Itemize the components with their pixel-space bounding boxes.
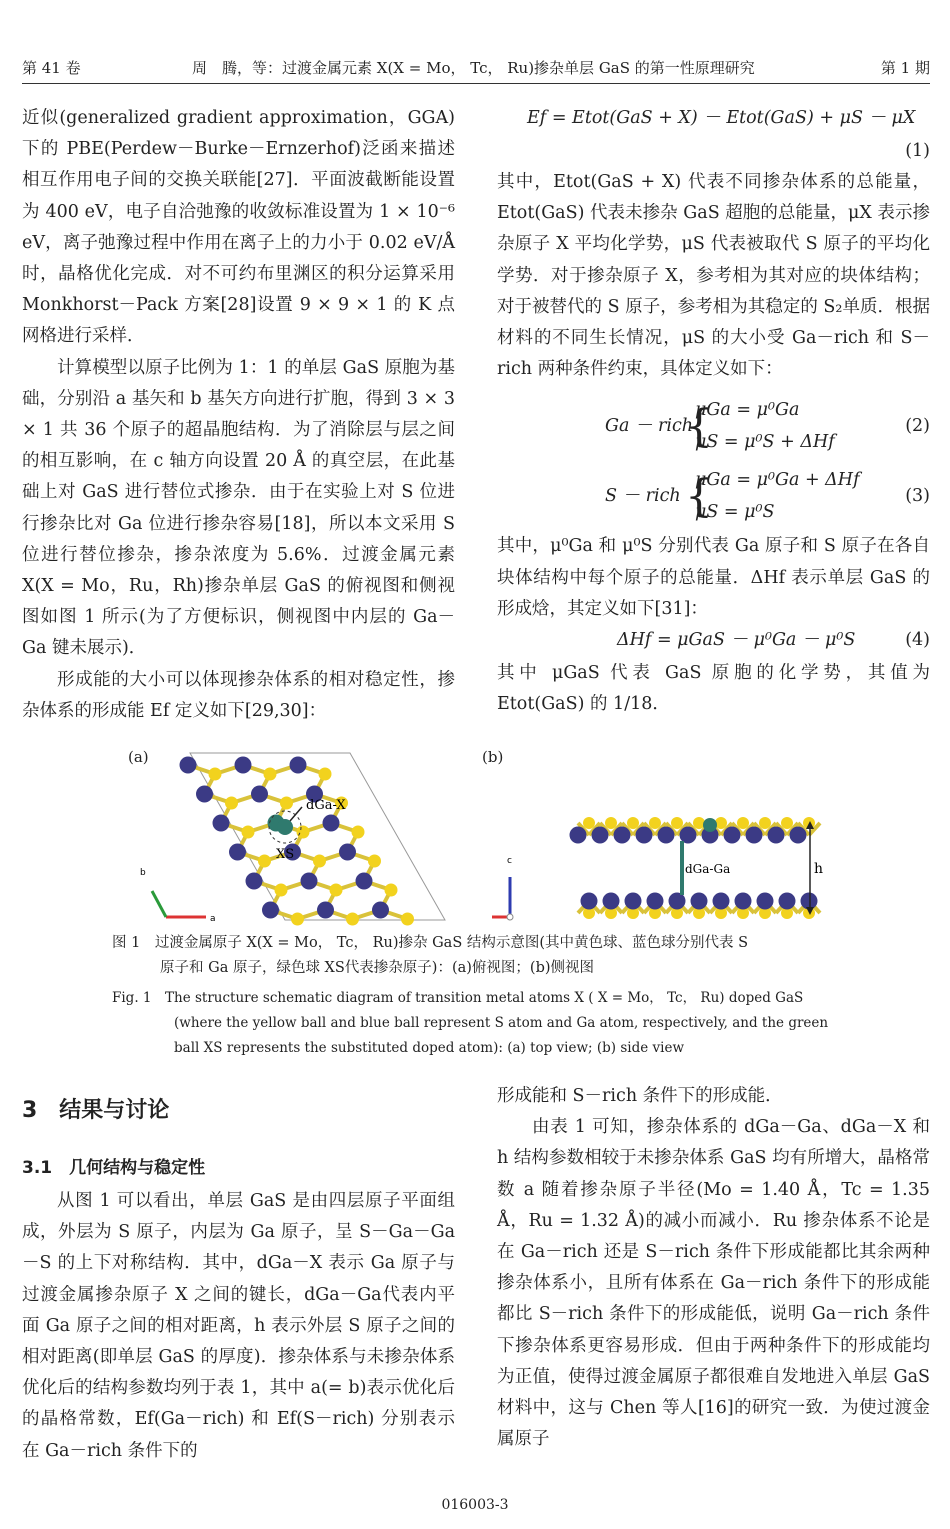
paragraph: 近似(generalized gradient approximation，GGA)下的 PBE(Perdew－Burke－Ernzerhof)泛函来描述相互作用电子间的交换关联能[27]．平面波截断能设置为 400 eV，电子自洽弛豫的收敛标准设置为 1 × 10⁻⁶ eV，离子弛豫过程中作用在离子上的力小于 0.02 eV/Å 时，晶格优化完成．对不可约布里渊区的积分运算采用 Monkhorst－Pack 方案[28]设置 9 × 9 × 1 的 K 点网格进行采样． — [22, 108, 455, 347]
h-label: h — [814, 861, 824, 877]
ga-atom — [790, 827, 807, 844]
ga-atom — [779, 893, 796, 910]
ga-atom — [735, 893, 752, 910]
caption-line: 图 1 过渡金属原子 X(X = Mo， Tc， Ru)掺杂 GaS 结构示意图(其中黄色球、蓝色球分别代表 S — [112, 935, 749, 951]
ga-atom — [235, 757, 252, 774]
s-atom — [759, 817, 771, 829]
ga-atom — [658, 827, 675, 844]
paragraph: 由表 1 可知，掺杂体系的 dGa－Ga、dGa－X 和 h 结构参数相较于未掺杂体系 GaS 均有所增大，晶格常数 a 随着掺杂原子半径(Mo = 1.40 Å，Tc = 1.35 Å，Ru = 1.32 Å)的减小而减小．Ru 掺杂体系不论是在 Ga－rich 还是 S－rich 条件下形成能都比其余两种掺杂体系小，且所有体系在 Ga－rich 条件下的形成能都比 S－rich 条件下的形成能低，说明 Ga－rich 条件下掺杂体系更容易形成．但由于两种条件下的形成能均为正值，使得过渡金属原子都很难自发地进入单层 GaS 材料中，这与 Chen 等人[16]的研究一致．为使过渡金属原子 — [497, 1117, 930, 1450]
paragraph: 计算模型以原子比例为 1：1 的单层 GaS 原胞为基础，分别沿 a 基矢和 b 基矢方向进行扩胞，得到 3 × 3 × 1 共 36 个原子的超晶胞结构．为了消除层与层之间的相互影响，在 c 轴方向设置 20 Å 的真空层，在此基础上对 GaS 进行替位式掺杂．由于在实验上对 S 位进行掺杂比对 Ga 位进行掺杂容易[18]，所以本文采用 S 位进行替位掺杂，掺杂浓度为 5.6%．过渡金属元素 X(X = Mo，Ru，Rh)掺杂单层 GaS 的俯视图和侧视图如图 1 所示(为了方便标识，侧视图中内层的 Ga－Ga 键未展示)． — [22, 357, 455, 659]
ga-atom — [625, 893, 642, 910]
ga-atom — [301, 873, 318, 890]
s-atom — [275, 884, 288, 897]
panel-label-a: (a) — [128, 748, 149, 766]
figure-caption-en — [112, 986, 872, 1061]
section-heading: 3 结果与讨论 — [22, 1098, 170, 1123]
equation-line: μGa = μ⁰Ga + ΔHf — [695, 470, 860, 491]
ga-atom — [251, 786, 268, 803]
structure-diagram — [100, 745, 860, 930]
equation-number: (2) — [905, 416, 930, 437]
equation-3 — [497, 463, 930, 531]
s-atom — [291, 913, 304, 926]
ga-atom — [229, 844, 246, 861]
ga-atom — [746, 827, 763, 844]
article-title: 周 腾，等：过渡金属元素 X(X = Mo， Tc， Ru)掺杂单层 GaS 的第一性原理研究 — [192, 59, 755, 77]
ga-atom — [570, 827, 587, 844]
caption-line: (where the yellow ball and blue ball represent S atom and Ga atom, respectively, and the green — [174, 1015, 829, 1031]
s-atom — [297, 826, 310, 839]
paragraph: 其中，μ⁰Ga 和 μ⁰S 分别代表 Ga 原子和 S 原子在各自块体结构中每个原子的总能量．ΔHf 表示单层 GaS 的形成焓，其定义如下[31]： — [497, 536, 930, 619]
ga-atom — [213, 815, 230, 832]
equation-text: Ef = Etot(GaS + X) － Etot(GaS) + μS － μX — [527, 108, 916, 128]
right-column-upper — [497, 103, 930, 720]
issue-label: 第 1 期 — [880, 59, 930, 77]
s-atom — [330, 884, 343, 897]
equation-line: μS = μ⁰S + ΔHf — [695, 432, 835, 453]
figure-caption-cn — [112, 931, 872, 980]
s-atom — [368, 855, 381, 868]
s-atom — [225, 797, 238, 810]
ga-atom — [246, 873, 263, 890]
ga-atom — [317, 902, 334, 919]
running-header — [22, 57, 930, 84]
page-number: 016003-3 — [441, 1497, 509, 1513]
equation-label: S － rich — [605, 486, 681, 507]
paragraph: 从图 1 可以看出，单层 GaS 是由四层原子平面组成，外层为 S 原子，内层为 Ga 原子，呈 S－Ga－Ga－S 的上下对称结构．其中，dGa－X 表示 Ga 原子与过渡金属掺杂原子 X 之间的键长，dGa－Ga代表内平面 Ga 原子之间的相对距离，h 表示外层 S 原子之间的相对距离(即单层 GaS 的厚度)．掺杂体系与未掺杂体系优化后的结构参数均列于表 1，其中 a(= b)表示优化后的晶格常数，Ef(Ga－rich) 和 Ef(S－rich) 分别表示在 Ga－rich 条件下的 — [22, 1191, 455, 1461]
ga-atom — [647, 893, 664, 910]
s-atom — [385, 884, 398, 897]
caption-line: ball XS represents the substituted doped atom): (a) top view; (b) side view — [174, 1040, 685, 1056]
axis-a-label: a — [210, 914, 216, 924]
ga-atom — [372, 902, 389, 919]
ga-atom — [636, 827, 653, 844]
paragraph: 其中 μGaS 代表 GaS 原胞的化学势，其值为 Etot(GaS) 的 1/18． — [497, 663, 930, 715]
equation-1-number-row — [497, 136, 930, 167]
ga-atom — [614, 827, 631, 844]
figure-1 — [100, 745, 860, 930]
equation-text: ΔHf = μGaS － μ⁰Ga － μ⁰S — [617, 630, 856, 651]
ga-atom — [290, 757, 307, 774]
caption-line: 原子和 Ga 原子，绿色球 XS代表掺杂原子)：(a)俯视图；(b)侧视图 — [160, 959, 595, 976]
paragraph: 形成能和 S－rich 条件下的形成能． — [497, 1086, 783, 1106]
axis-origin — [507, 914, 513, 920]
right-column-lower — [497, 1081, 930, 1455]
equation-number: (1) — [905, 141, 930, 161]
ga-atom — [323, 815, 340, 832]
s-atom — [583, 817, 595, 829]
s-atom — [693, 817, 705, 829]
paragraph: 其中，Etot(GaS + X) 代表不同掺杂体系的总能量，Etot(GaS) 代表未掺杂 GaS 超胞的总能量，μX 表示掺杂原子 X 平均化学势，μS 代表被取代 S 原子的平均化学势．对于掺杂原子 X，参考相为其对应的块体结构；对于被替代的 S 原子，参考相为其稳定的 S₂单质．根据材料的不同生长情况，μS 的大小受 Ga－rich 和 S－rich 两种条件约束，具体定义如下： — [497, 172, 930, 380]
s-atom — [264, 768, 277, 781]
ga-atom — [669, 893, 686, 910]
ga-atom — [262, 902, 279, 919]
panel-label-b: (b) — [482, 748, 504, 766]
ga-atom — [691, 893, 708, 910]
ga-atom — [801, 893, 818, 910]
s-atom — [313, 855, 326, 868]
top-view-lattice — [180, 757, 415, 926]
equation-line: μS = μ⁰S — [695, 502, 775, 523]
s-atom — [258, 855, 271, 868]
s-atom — [401, 913, 414, 926]
ga-atom — [713, 893, 730, 910]
s-atom — [242, 826, 255, 839]
bond-arrow — [290, 807, 302, 821]
paragraph: 形成能的大小可以体现掺杂体系的相对稳定性，掺杂体系的形成能 Ef 定义如下[29,30]： — [22, 669, 455, 721]
ga-atom — [680, 827, 697, 844]
d-gax-label: dGa-X — [306, 798, 346, 813]
brace-icon: { — [685, 471, 713, 523]
equation-line: μGa = μ⁰Ga — [695, 400, 800, 421]
dopant-atom — [703, 818, 717, 832]
ga-atom — [724, 827, 741, 844]
s-atom — [605, 817, 617, 829]
ga-atom — [196, 786, 213, 803]
unit-cell-outline — [190, 753, 445, 920]
brace-icon: { — [685, 401, 713, 453]
s-atom — [649, 817, 661, 829]
s-atom — [671, 817, 683, 829]
s-atom — [346, 913, 359, 926]
subsection-heading: 3.1 几何结构与稳定性 — [22, 1158, 206, 1178]
ga-atom — [356, 873, 373, 890]
caption-line: Fig. 1 The structure schematic diagram of transition metal atoms X ( X = Mo， Tc， Ru) doped GaS — [112, 990, 804, 1006]
s-atom — [352, 826, 365, 839]
ga-atom — [339, 844, 356, 861]
ga-atom — [768, 827, 785, 844]
s-atom — [319, 768, 332, 781]
s-atom — [627, 817, 639, 829]
left-column-upper — [22, 103, 455, 727]
left-column-lower — [22, 1186, 455, 1467]
s-atom — [715, 817, 727, 829]
equation-number: (4) — [905, 630, 930, 651]
equation-number: (3) — [905, 486, 930, 507]
s-atom — [781, 817, 793, 829]
ga-atom — [757, 893, 774, 910]
ga-atom — [603, 893, 620, 910]
equation-label: Ga － rich — [605, 416, 694, 437]
axis-b — [152, 891, 166, 917]
volume-label: 第 41 卷 — [22, 59, 81, 77]
equation-1 — [497, 103, 930, 136]
ga-atom — [180, 757, 197, 774]
axis-c-label: c — [507, 856, 512, 866]
s-atom — [280, 797, 293, 810]
s-atom — [737, 817, 749, 829]
equation-4 — [497, 625, 930, 658]
ga-atom — [581, 893, 598, 910]
s-atom — [209, 768, 222, 781]
d-gaga-label: dGa-Ga — [685, 862, 731, 876]
xs-label: XS — [276, 847, 295, 862]
axis-b-label: b — [140, 868, 146, 878]
ga-atom — [592, 827, 609, 844]
equation-2 — [497, 393, 930, 463]
